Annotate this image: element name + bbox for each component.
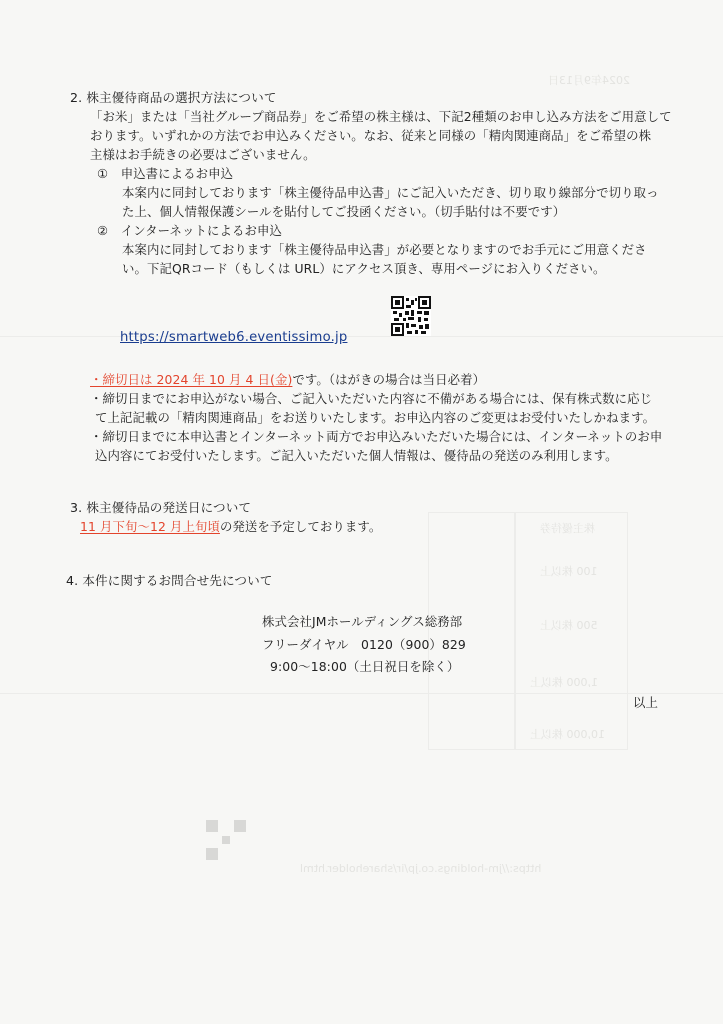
application-url-link[interactable]: https://smartweb6.eventissimo.jp [120,330,348,345]
section-2-heading: 2. 株主優待商品の選択方法について [70,90,277,105]
deadline-line [90,374,485,386]
bleed-through-text: 株主優待券 [540,522,595,535]
contact-hours: 9:00～18:00（土日祝日を除く） [270,659,460,674]
closing-mark: 以上 [633,695,658,710]
option-1-line-1: 本案内に同封しております「株主優待品申込書」にご記入いただき、切り取り線部分で切り取っ [122,185,659,200]
bleed-through-text: 1,000 株以上 [530,676,598,689]
section-3-heading: 3. 株主優待品の発送日について [70,500,252,515]
note-line-2: て上記記載の「精肉関連商品」をお送りいたします。お申込内容のご変更はお受付いたしかねます。 [95,410,656,425]
deadline-note: です。（はがきの場合は当日必着） [292,372,486,387]
contact-phone: フリーダイヤル 0120（900）829 [262,637,466,652]
shipping-note: の発送を予定しております。 [219,519,382,534]
fold-line [0,336,723,337]
section-4-heading: 4. 本件に関するお問合せ先について [66,573,273,588]
shipping-line [80,521,381,533]
qr-code-icon[interactable] [391,296,431,336]
note-line-1: ・締切日までにお申込がない場合、ご記入いただいた内容に不備がある場合には、保有株式数に応じ [90,391,653,406]
bleed-through-qr-icon [206,820,246,860]
option-1-line-2: た上、個人情報保護シールを貼付してご投函ください。（切手貼付は不要です） [122,204,566,219]
note-line-4: 込内容にてお受付いたします。ご記入いただいた個人情報は、優待品の発送のみ利用します。 [95,448,618,463]
option-1-title: ① 申込書によるお申込 [97,166,234,181]
option-2-title: ② インターネットによるお申込 [97,223,282,238]
bleed-through-url: https://jm-holdings.co.jp/ir/shareholder.html [300,862,542,875]
option-2-line-1: 本案内に同封しております「株主優待品申込書」が必要となりますのでお手元にご用意くださ [122,242,647,257]
contact-company: 株式会社JMホールディングス総務部 [262,614,463,629]
option-2-line-2: い。下記QRコード（もしくは URL）にアクセス頂き、専用ページにお入りください。 [122,261,606,276]
bleed-through-table [428,512,628,750]
deadline-date: ・締切日は 2024 年 10 月 4 日(金) [90,372,293,387]
bleed-through-date: 2024年9月13日 [548,74,630,87]
bleed-through-table-divider [514,512,516,750]
section-2-intro-line-2: おります。いずれかの方法でお申込みください。なお、従来と同様の「精肉関連商品」をご希望の株 [90,128,652,143]
section-2-intro-line-1: 「お米」または「当社グループ商品券」をご希望の株主様は、下記2種類のお申し込み方法をご用意して [90,109,672,124]
shipping-period: 11 月下旬～12 月上旬頃 [80,519,220,534]
bleed-through-text: 10,000 株以上 [530,728,605,741]
bleed-through-text: 500 株以上 [540,619,598,632]
bleed-through-text: 100 株以上 [540,565,598,578]
section-2-intro-line-3: 主様はお手続きの必要はございません。 [90,147,316,162]
note-line-3: ・締切日までに本申込書とインターネット両方でお申込みいただいた場合には、インターネットのお申 [90,429,663,444]
